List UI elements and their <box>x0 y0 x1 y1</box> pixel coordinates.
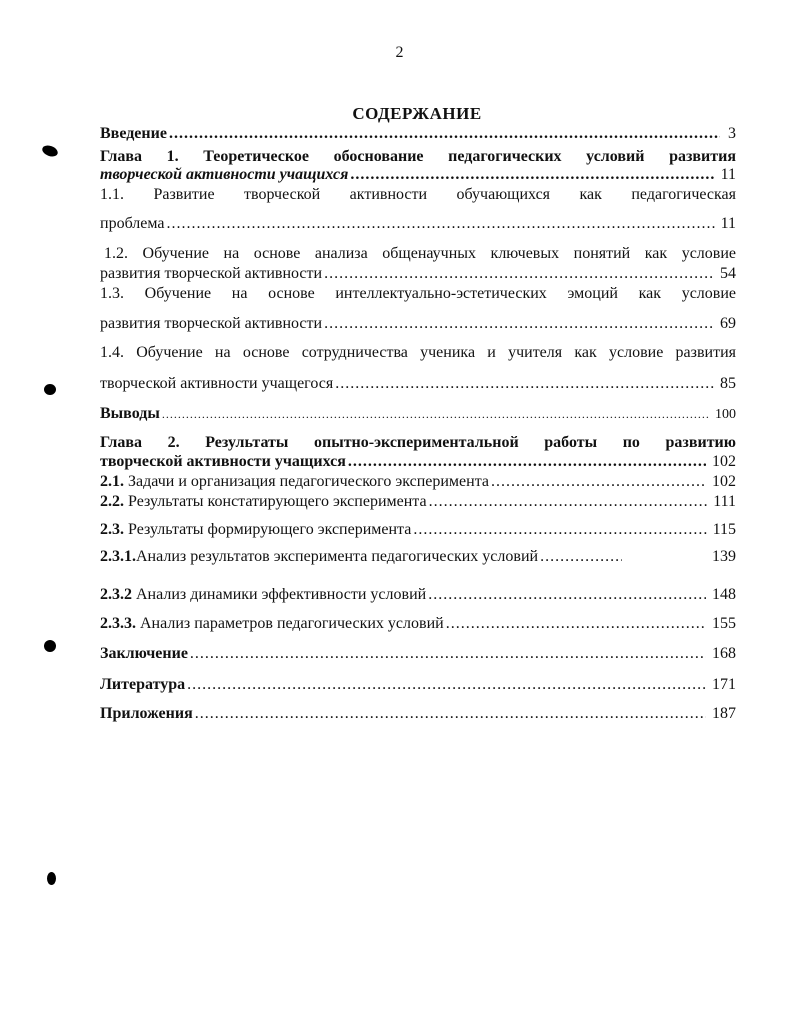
toc-number: 2.3.3. <box>100 615 136 632</box>
dot-leader <box>190 644 706 663</box>
dot-leader <box>162 405 709 424</box>
toc-page: 102 <box>712 473 736 490</box>
toc-page: 54 <box>720 265 736 282</box>
dot-leader <box>195 704 706 723</box>
dot-leader <box>446 614 706 633</box>
toc-label: Введение <box>100 125 167 142</box>
scan-blot <box>47 872 56 885</box>
dot-leader <box>335 374 714 393</box>
toc-page: 111 <box>713 493 736 510</box>
dot-leader <box>324 314 714 333</box>
toc-page: 168 <box>712 645 736 662</box>
toc-label-line-2: творческой активности учащегося <box>100 375 334 392</box>
dot-leader <box>348 452 706 471</box>
page-number: 2 <box>395 44 404 61</box>
toc-label-line-2: творческой активности учащихся <box>100 166 349 183</box>
toc-label: Анализ результатов эксперимента педагогических условий <box>136 548 539 565</box>
toc-label-line-1: Глава 1. Теоретическое обоснование педагогических условий развития <box>100 148 736 165</box>
toc-entry-2-3-3[interactable] <box>100 614 736 633</box>
dot-leader <box>428 585 706 604</box>
dot-leader <box>324 264 714 283</box>
toc-label: Выводы <box>100 405 160 422</box>
toc-number: 2.3. <box>100 521 124 538</box>
page-title: СОДЕРЖАНИЕ <box>352 104 482 123</box>
toc-page: 148 <box>712 586 736 603</box>
toc-entry-literature[interactable] <box>100 675 736 694</box>
toc-page: 171 <box>712 676 736 693</box>
toc-entry-2-1[interactable] <box>100 472 736 491</box>
toc-label: Заключение <box>100 645 188 662</box>
toc-number: 2.3.2 <box>100 586 132 603</box>
toc-page: 3 <box>728 125 736 142</box>
scan-blot <box>41 144 59 159</box>
toc-number: 2.1. <box>100 473 124 490</box>
toc-page: 102 <box>712 453 736 470</box>
toc-label-line-2: развития творческой активности <box>100 265 323 282</box>
dot-leader <box>413 520 706 539</box>
toc-label-line-2: творческой активности учащихся <box>100 453 346 470</box>
dot-leader <box>167 214 715 233</box>
toc-label: Анализ динамики эффективности условий <box>136 586 427 603</box>
dot-leader <box>491 472 706 491</box>
toc-label: Результаты формирующего эксперимента <box>128 521 412 538</box>
toc-entry-2-3-1[interactable] <box>100 547 736 566</box>
toc-entry-conclusions[interactable] <box>100 404 736 424</box>
toc-label-line-2: развития творческой активности <box>100 315 323 332</box>
scan-blot <box>44 384 56 395</box>
dot-leader <box>187 675 706 694</box>
toc-page: 155 <box>712 615 736 632</box>
toc-page: 85 <box>720 375 736 392</box>
toc-label-line-1: 1.1. Развитие творческой активности обучающихся как педагогическая <box>100 186 736 203</box>
dot-leader <box>350 165 714 184</box>
dot-leader <box>540 547 622 566</box>
dot-leader <box>429 492 708 511</box>
dot-leader <box>169 124 720 143</box>
toc-entry-2-3-2[interactable] <box>100 585 736 604</box>
toc-label: Задачи и организация педагогического эксперимента <box>128 473 489 490</box>
toc-entry-intro[interactable] <box>100 124 736 143</box>
toc-page: 100 <box>715 407 736 422</box>
toc-label: Литература <box>100 676 186 693</box>
toc-label-line-1: Глава 2. Результаты опытно-экспериментальной работы по развитию <box>100 434 736 451</box>
toc-page: 139 <box>712 548 736 565</box>
toc-page: 11 <box>720 215 736 232</box>
toc-entry-2-2[interactable] <box>100 492 736 511</box>
toc-page: 11 <box>720 166 736 183</box>
toc-label-line-1: 1.2. Обучение на основе анализа общенаучных ключевых понятий как условие <box>104 245 736 262</box>
toc-number: 2.2. <box>100 493 124 510</box>
toc-label-line-1: 1.4. Обучение на основе сотрудничества ученика и учителя как условие развития <box>100 344 736 361</box>
toc-page: 187 <box>712 705 736 722</box>
toc-page: 115 <box>712 521 736 538</box>
toc-label-line-2: проблема <box>100 215 165 232</box>
toc-label: Результаты констатирующего эксперимента <box>128 493 427 510</box>
toc-label: Анализ параметров педагогических условий <box>140 615 444 632</box>
scan-blot <box>44 640 56 652</box>
toc-page: 69 <box>720 315 736 332</box>
toc-number: 2.3.1. <box>100 548 136 565</box>
toc-entry-final[interactable] <box>100 644 736 663</box>
toc-label: Приложения <box>100 705 193 722</box>
toc-label-line-1: 1.3. Обучение на основе интеллектуально-эстетических эмоций как условие <box>100 285 736 302</box>
toc-entry-2-3[interactable] <box>100 520 736 539</box>
toc-entry-appendix[interactable] <box>100 704 736 723</box>
